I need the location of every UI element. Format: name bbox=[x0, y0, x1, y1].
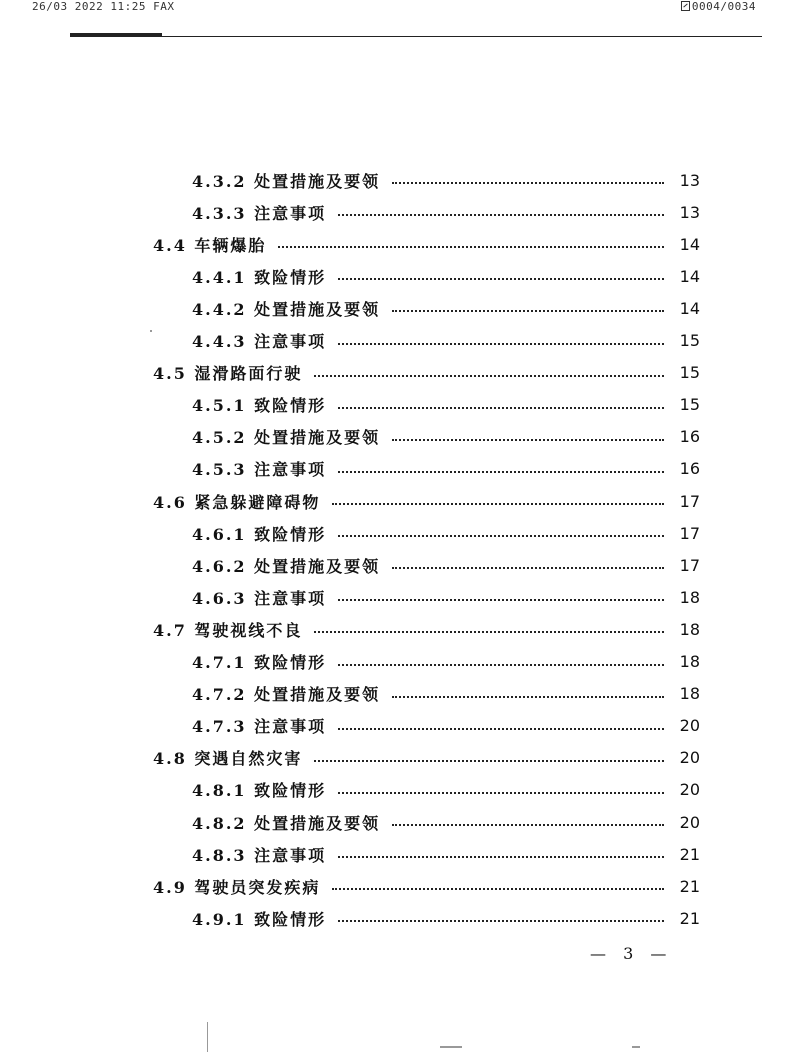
toc-leader-dots bbox=[392, 567, 664, 569]
toc-entry-title: 4.6.3 注意事项 bbox=[192, 588, 327, 608]
toc-entry bbox=[192, 391, 700, 419]
fax-page-counter bbox=[681, 0, 756, 13]
toc-entry-page: 21 bbox=[679, 876, 700, 896]
toc-leader-dots bbox=[338, 792, 664, 794]
toc-entry bbox=[192, 680, 700, 708]
page-number: — 3 — bbox=[590, 944, 673, 963]
toc-entry-title: 4.6.2 处置措施及要领 bbox=[192, 556, 381, 576]
toc-entry bbox=[192, 808, 700, 836]
toc-entry-title: 4.9 驾驶员突发疾病 bbox=[153, 877, 321, 897]
toc-leader-dots bbox=[278, 246, 664, 248]
scan-speck bbox=[632, 1046, 640, 1048]
toc-entry-page: 14 bbox=[679, 266, 700, 286]
toc-entry-title: 4.7.3 注意事项 bbox=[192, 717, 327, 737]
toc-leader-dots bbox=[338, 728, 664, 730]
toc-entry-title: 4.5.1 致险情形 bbox=[192, 396, 327, 416]
toc-entry-page: 17 bbox=[679, 555, 700, 575]
toc-entry-page: 14 bbox=[679, 298, 700, 318]
toc-entry-title: 4.8.1 致险情形 bbox=[192, 781, 327, 801]
fax-header bbox=[0, 0, 800, 16]
toc-entry-title: 4.5 湿滑路面行驶 bbox=[153, 364, 303, 384]
toc-entry-page: 18 bbox=[679, 619, 700, 639]
toc-entry-page: 15 bbox=[679, 363, 700, 383]
toc-entry-page: 14 bbox=[679, 234, 700, 254]
toc-entry-title: 4.5.3 注意事项 bbox=[192, 460, 327, 480]
toc-entry-title: 4.4.3 注意事项 bbox=[192, 332, 327, 351]
toc-entry-title: 4.6.1 致险情形 bbox=[192, 524, 327, 544]
toc-entry bbox=[192, 776, 700, 804]
toc-entry-title: 4.6 紧急躲避障碍物 bbox=[153, 492, 321, 512]
toc-leader-dots bbox=[338, 471, 664, 473]
toc-entry bbox=[192, 327, 700, 355]
scan-speck bbox=[440, 1046, 462, 1048]
toc-entry-title: 4.7.1 致险情形 bbox=[192, 653, 327, 672]
toc-leader-dots bbox=[392, 182, 664, 184]
toc-entry bbox=[153, 872, 700, 900]
toc-entry-page: 20 bbox=[679, 812, 700, 832]
toc-entry bbox=[153, 230, 700, 258]
toc-leader-dots bbox=[392, 439, 664, 441]
toc-entry bbox=[192, 904, 700, 932]
toc-entry-page: 20 bbox=[679, 780, 700, 800]
toc-leader-dots bbox=[338, 278, 664, 280]
toc-entry-title: 4.8.3 注意事项 bbox=[192, 845, 327, 865]
toc-entry-page: 13 bbox=[679, 170, 700, 190]
toc-leader-dots bbox=[338, 920, 664, 922]
toc-entry bbox=[153, 744, 700, 772]
toc-entry-page: 15 bbox=[679, 331, 700, 350]
toc-leader-dots bbox=[332, 503, 664, 505]
toc-entry bbox=[153, 487, 700, 515]
toc-entry-page: 13 bbox=[679, 202, 700, 222]
toc-entry bbox=[192, 648, 700, 676]
toc-leader-dots bbox=[338, 407, 664, 409]
toc-entry-title: 4.4.1 致险情形 bbox=[192, 267, 327, 287]
toc-entry bbox=[192, 262, 700, 290]
toc-leader-dots bbox=[392, 696, 664, 698]
toc-entry-page: 16 bbox=[679, 427, 700, 447]
toc-entry-page: 17 bbox=[679, 523, 700, 543]
toc-entry-page: 20 bbox=[679, 748, 700, 768]
toc-leader-dots bbox=[392, 824, 664, 826]
toc-entry bbox=[192, 551, 700, 579]
toc-entry bbox=[192, 583, 700, 611]
toc-leader-dots bbox=[314, 760, 664, 762]
toc-entry bbox=[192, 423, 700, 451]
toc-entry-page: 21 bbox=[679, 844, 700, 864]
toc-entry-title: 4.7 驾驶视线不良 bbox=[153, 620, 303, 640]
toc-entry-title: 4.4 车辆爆胎 bbox=[153, 235, 267, 255]
toc-leader-dots bbox=[338, 214, 664, 216]
toc-entry-title: 4.4.2 处置措施及要领 bbox=[192, 299, 381, 319]
toc-entry-title: 4.9.1 致险情形 bbox=[192, 909, 327, 929]
header-rule bbox=[70, 36, 762, 37]
toc-entry bbox=[192, 455, 700, 483]
toc-entry-page: 18 bbox=[679, 652, 700, 671]
toc-leader-dots bbox=[338, 599, 664, 601]
toc-entry-title: 4.7.2 处置措施及要领 bbox=[192, 685, 381, 705]
toc-leader-dots bbox=[314, 631, 664, 633]
toc-leader-dots bbox=[338, 664, 664, 666]
toc-entry bbox=[192, 294, 700, 322]
toc-entry-page: 16 bbox=[679, 459, 700, 479]
toc-leader-dots bbox=[338, 535, 664, 537]
toc-entry-page: 18 bbox=[679, 587, 700, 607]
toc-entry-title: 4.5.2 处置措施及要领 bbox=[192, 428, 381, 448]
toc-entry-title: 4.8.2 处置措施及要领 bbox=[192, 813, 381, 833]
toc-entry-title: 4.8 突遇自然灾害 bbox=[153, 749, 303, 769]
toc-leader-dots bbox=[392, 310, 664, 312]
toc-entry-page: 21 bbox=[679, 908, 700, 928]
toc-entry-title: 4.3.2 处置措施及要领 bbox=[192, 171, 381, 191]
toc-entry bbox=[192, 166, 700, 194]
toc-leader-dots bbox=[338, 856, 664, 858]
toc-entry-page: 18 bbox=[679, 684, 700, 704]
toc-entry bbox=[192, 712, 700, 740]
toc-leader-dots bbox=[332, 888, 664, 890]
toc-entry bbox=[153, 359, 700, 387]
fax-page-icon bbox=[681, 1, 690, 11]
toc-entry-page: 20 bbox=[679, 716, 700, 736]
fax-timestamp: 26/03 2022 11:25 FAX bbox=[32, 0, 175, 13]
fax-page-count: 0004/0034 bbox=[691, 0, 756, 13]
toc-entry-page: 17 bbox=[679, 491, 700, 511]
scan-speck bbox=[150, 330, 152, 332]
toc-entry-page: 15 bbox=[679, 395, 700, 415]
toc-leader-dots bbox=[314, 375, 664, 377]
scan-speck bbox=[207, 1022, 208, 1052]
toc-entry-title: 4.3.3 注意事项 bbox=[192, 203, 327, 223]
toc-entry bbox=[192, 840, 700, 868]
toc-leader-dots bbox=[338, 343, 664, 345]
toc-entry bbox=[192, 519, 700, 547]
toc-entry bbox=[192, 198, 700, 226]
toc-entry bbox=[153, 615, 700, 643]
